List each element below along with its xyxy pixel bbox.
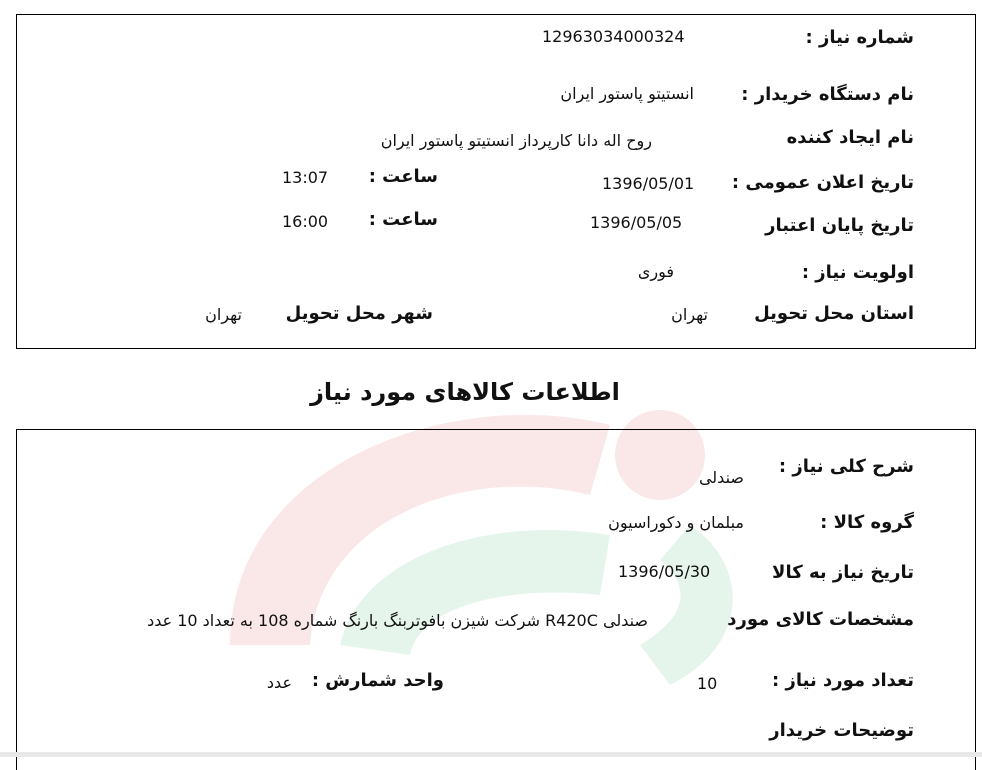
description-label: شرح کلی نیاز : [778, 456, 914, 477]
city: تهران [205, 305, 242, 324]
province-label: استان محل تحویل [754, 303, 914, 324]
need-date: 1396/05/30 [618, 562, 711, 581]
expiry-date-label: تاریخ پایان اعتبار [765, 215, 914, 236]
need-number-label: شماره نیاز : [805, 27, 914, 48]
creator-label: نام ایجاد کننده [786, 127, 914, 148]
expiry-time: 16:00 [282, 212, 329, 231]
spec: صندلی R420C شرکت شیزن بافوتربنگ بارنگ شماره 108 به تعداد 10 عدد [147, 611, 648, 630]
priority: فوری [637, 262, 674, 281]
announce-date-label: تاریخ اعلان عمومی : [731, 172, 914, 193]
unit-label: واحد شمارش : [311, 670, 444, 691]
announce-time: 13:07 [282, 168, 329, 187]
goods-group-label: گروه کالا : [820, 512, 914, 533]
buyer-org-label: نام دستگاه خریدار : [741, 84, 914, 105]
goods-info-box [16, 429, 976, 770]
announce-time-label: ساعت : [368, 166, 438, 187]
description: صندلی [698, 468, 744, 487]
need-date-label: تاریخ نیاز به کالا [772, 562, 914, 583]
city-label: شهر محل تحویل [285, 303, 433, 324]
announce-date: 1396/05/01 [602, 174, 695, 193]
need-number: 12963034000324 [542, 27, 685, 46]
priority-label: اولویت نیاز : [801, 262, 914, 283]
bottom-scroll-edge [0, 752, 982, 757]
goods-group: مبلمان و دکوراسیون [608, 513, 744, 532]
quantity: 10 [697, 674, 718, 693]
creator: روح اله دانا کارپرداز انستیتو پاستور ایران [380, 131, 652, 150]
unit: عدد [266, 673, 292, 692]
buyer-notes-label: توضیحات خریدار [769, 720, 914, 741]
expiry-time-label: ساعت : [368, 209, 438, 230]
expiry-date: 1396/05/05 [590, 213, 683, 232]
buyer-org: انستیتو پاستور ایران [560, 84, 694, 103]
goods-section-title: اطلاعات کالاهای مورد نیاز [310, 378, 620, 406]
quantity-label: تعداد مورد نیاز : [772, 670, 914, 691]
spec-label: مشخصات کالای مورد [727, 609, 914, 630]
province: تهران [671, 305, 708, 324]
